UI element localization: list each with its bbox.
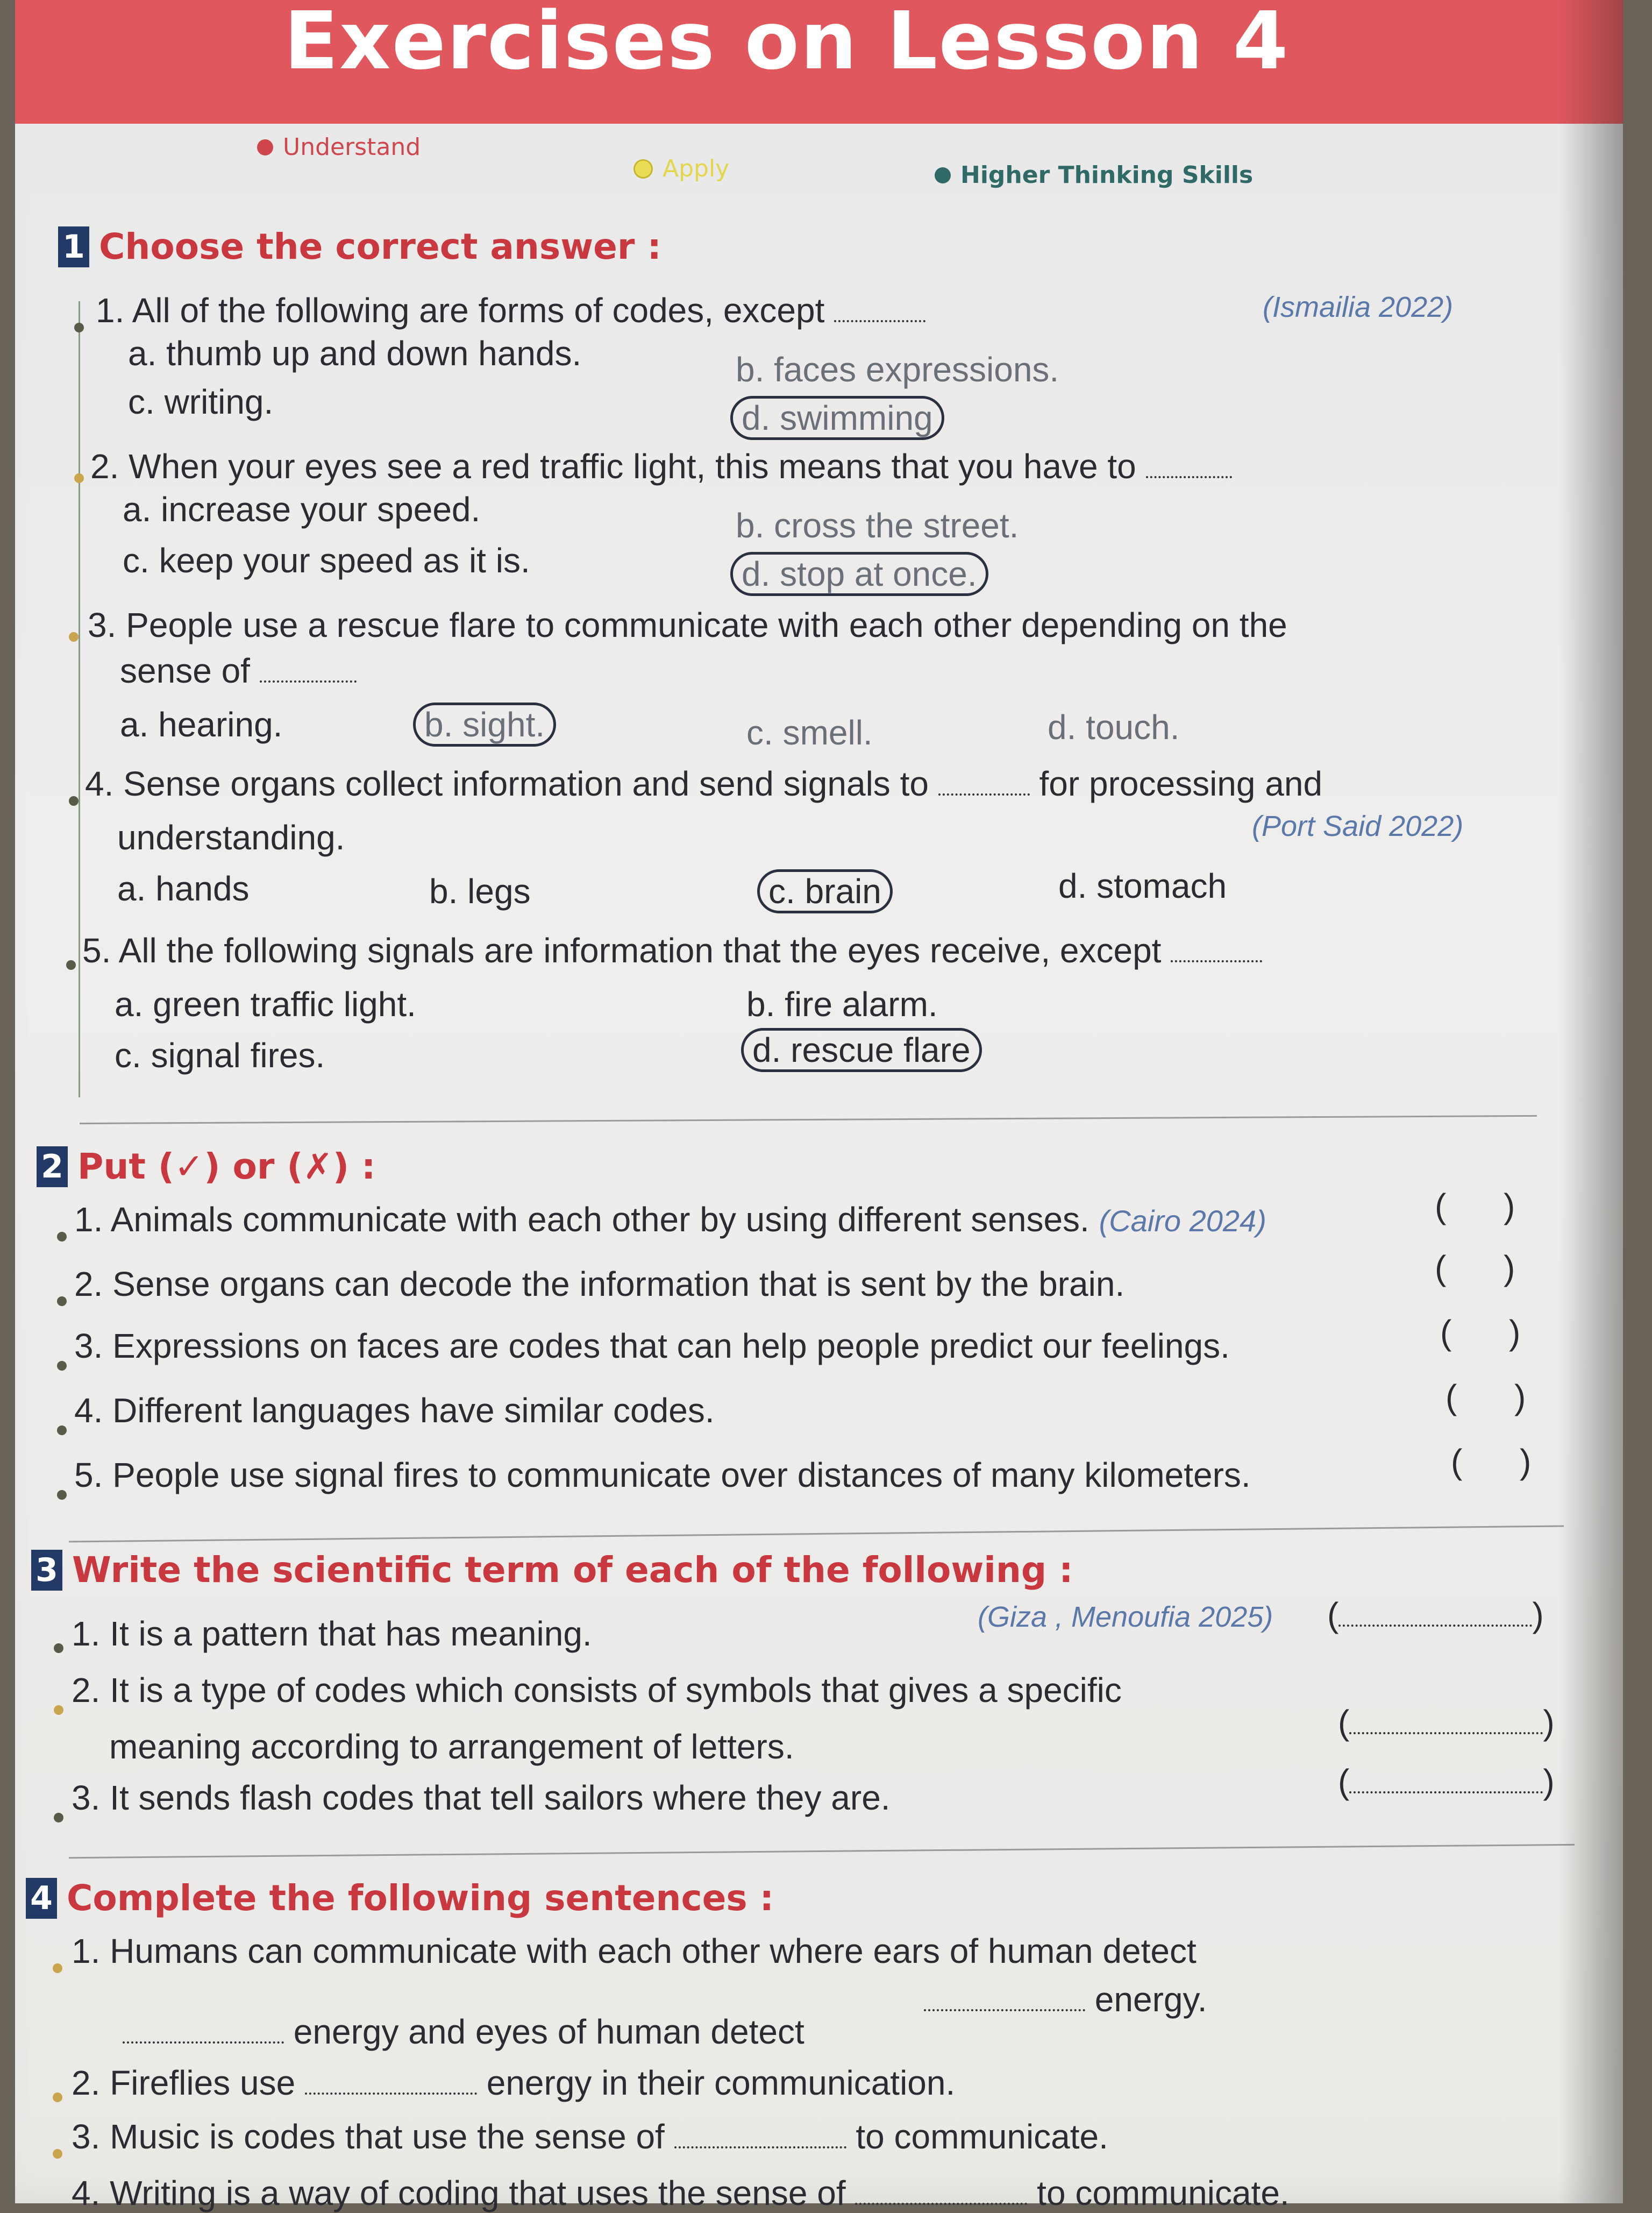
option-b[interactable] [413,705,556,744]
question-text [120,651,357,691]
section3-heading [31,1549,1073,1591]
answer-box[interactable]: ( ) [1435,1249,1515,1287]
section2-title: Put (✓) or (✗) : [77,1146,376,1187]
answer-blank[interactable] [674,2146,846,2148]
option-d-circled: d. rescue flare [741,1028,982,1072]
section1-title: Choose the correct answer : [99,226,661,267]
statement-5-text: 5. People use signal fires to communicate over distances of many kilometers. [74,1456,1251,1494]
statement-4-text: 4. Different languages have similar codes. [74,1391,715,1430]
bullet-icon [57,1361,67,1371]
bullet-icon [57,1425,67,1435]
option-c-circled: c. brain [757,869,893,913]
term-2-text: 2. It is a type of codes which consists of symbols that gives a specific [72,1671,1122,1710]
sentence-4-end: to communicate. [1037,2174,1290,2212]
apply-dot-icon [633,159,653,179]
skill-understand-label: Understand [283,133,421,161]
answer-field[interactable]: ( ) [1338,1703,1555,1742]
statement-1-text: 1. Animals communicate with each other by using different senses. [74,1200,1090,1239]
answer-field[interactable]: ( ) [1338,1762,1555,1801]
answer-blank[interactable] [834,320,925,322]
option-b[interactable]: b. fire alarm. [746,985,938,1024]
sentence-3 [72,2117,1108,2157]
section1-number: 1 [58,226,89,267]
question-4-source: (Port Said 2022) [1252,810,1464,842]
section3-title: Write the scientific term of each of the following : [72,1549,1073,1591]
skill-apply-label: Apply [663,155,730,182]
option-a[interactable]: a. hands [117,869,250,908]
answer-blank[interactable] [260,680,357,683]
section1-heading [58,226,661,267]
term-3-text: 3. It sends flash codes that tell sailors where they are. [72,1778,891,1817]
question-1-source: (Ismailia 2022) [1263,291,1454,323]
option-d[interactable]: d. stomach [1058,867,1227,905]
sentence-1-mid: energy and eyes of human detect [293,2012,804,2051]
sentence-4-start: 4. Writing is a way of coding that uses the sense of [72,2174,846,2212]
answer-blank[interactable] [1146,476,1232,478]
page-edge-shadow [1558,0,1623,2203]
sentence-1-line2 [924,1980,1207,2019]
answer-blank[interactable] [938,793,1030,796]
statement-1 [74,1200,1266,1239]
sentence-1-text: 1. Humans can communicate with each other where ears of human detect [72,1932,1197,1970]
option-d[interactable] [741,1030,982,1070]
option-a[interactable]: a. green traffic light. [115,985,416,1024]
term-1-text: 1. It is a pattern that has meaning. [72,1614,592,1653]
term-2-text-line2: meaning according to arrangement of letters. [109,1727,794,1766]
question-4-text-end: for processing and [1039,764,1323,803]
question-4-text: 4. Sense organs collect information and send signals to [85,764,929,803]
statement-2-text: 2. Sense organs can decode the information that is sent by the brain. [74,1265,1125,1303]
answer-blank[interactable] [924,2009,1085,2011]
section3-number: 3 [31,1550,62,1591]
option-b[interactable]: b. cross the street. [736,506,1019,545]
skill-higher-label: Higher Thinking Skills [960,161,1254,189]
option-c[interactable]: c. signal fires. [115,1036,325,1075]
section2-number: 2 [37,1146,68,1187]
option-d[interactable]: d. touch. [1048,708,1180,747]
bullet-icon [74,323,84,332]
answer-box[interactable]: ( ) [1446,1378,1526,1416]
skill-apply [633,155,729,182]
bullet-icon [54,1643,63,1653]
option-d-circled: d. swimming [730,396,944,440]
option-c[interactable]: c. writing. [128,382,274,421]
statement-1-source: (Cairo 2024) [1099,1204,1266,1238]
bullet-icon [53,2093,62,2102]
question-3-text-line2: sense of [120,651,250,690]
option-b-circled: b. sight. [413,703,556,747]
answer-box[interactable]: ( ) [1435,1187,1515,1225]
question-text [85,764,1322,804]
option-a[interactable]: a. hearing. [120,705,283,744]
section4-title: Complete the following sentences : [67,1877,774,1919]
sentence-3-end: to communicate. [856,2117,1108,2156]
question-text [96,290,925,330]
higher-dot-icon [935,167,951,183]
sentence-1-end: energy. [1094,1980,1207,2019]
option-d[interactable] [730,398,944,438]
workbook-page [15,0,1623,2212]
understand-dot-icon [257,139,273,155]
skill-higher [935,161,1253,189]
option-a[interactable]: a. increase your speed. [123,490,481,529]
option-c[interactable]: c. smell. [746,713,873,752]
question-text [82,931,1262,970]
question-1-text: 1. All of the following are forms of codes, except [96,291,825,330]
bullet-icon [57,1296,67,1306]
answer-box[interactable]: ( ) [1440,1313,1521,1352]
bullet-icon [57,1490,67,1500]
section1-margin-rule [79,301,80,1097]
question-3-text: 3. People use a rescue flare to communicate with each other depending on the [88,606,1287,644]
bullet-icon [74,473,84,483]
bullet-icon [53,1963,62,1973]
option-b[interactable]: b. legs [429,872,531,911]
sentence-2 [72,2063,955,2103]
answer-blank[interactable] [123,2041,284,2044]
sentence-3-start: 3. Music is codes that use the sense of [72,2117,665,2156]
answer-box[interactable]: ( ) [1451,1442,1532,1481]
option-b[interactable]: b. faces expressions. [736,350,1059,389]
answer-field[interactable]: ( ) [1327,1595,1544,1634]
skill-understand [257,133,421,161]
section2-heading [37,1146,375,1187]
section4-number: 4 [26,1878,57,1919]
statement-3-text: 3. Expressions on faces are codes that can help people predict our feelings. [74,1327,1230,1365]
option-c[interactable] [757,871,893,911]
option-a[interactable]: a. thumb up and down hands. [128,334,582,373]
bullet-icon [53,2149,62,2159]
bullet-icon [54,1705,63,1715]
question-5-text: 5. All the following signals are information that the eyes receive, except [82,931,1162,970]
section-divider [69,1844,1575,1859]
section3-source: (Giza , Menoufia 2025) [978,1601,1273,1633]
answer-blank[interactable] [305,2093,477,2095]
sentence-1-line3 [123,2012,804,2052]
page-title: Exercises on Lesson 4 [284,0,1290,87]
section-divider [69,1525,1564,1542]
sentence-2-start: 2. Fireflies use [72,2063,296,2102]
section-divider [80,1115,1537,1124]
option-d-circled: d. stop at once. [730,552,988,596]
question-4-text-line2: understanding. [117,818,345,857]
question-2-text: 2. When your eyes see a red traffic light, this means that you have to [90,447,1136,486]
bullet-icon [69,632,79,642]
answer-blank[interactable] [1171,960,1262,962]
bullet-icon [57,1232,67,1242]
option-c[interactable]: c. keep your speed as it is. [123,541,530,580]
bullet-icon [66,960,76,970]
sentence-2-end: energy in their communication. [486,2063,956,2102]
question-text [90,446,1232,486]
section4-heading [26,1877,774,1919]
bullet-icon [69,796,79,806]
bullet-icon [54,1813,63,1822]
option-d[interactable] [730,554,988,594]
sentence-4 [72,2173,1290,2213]
